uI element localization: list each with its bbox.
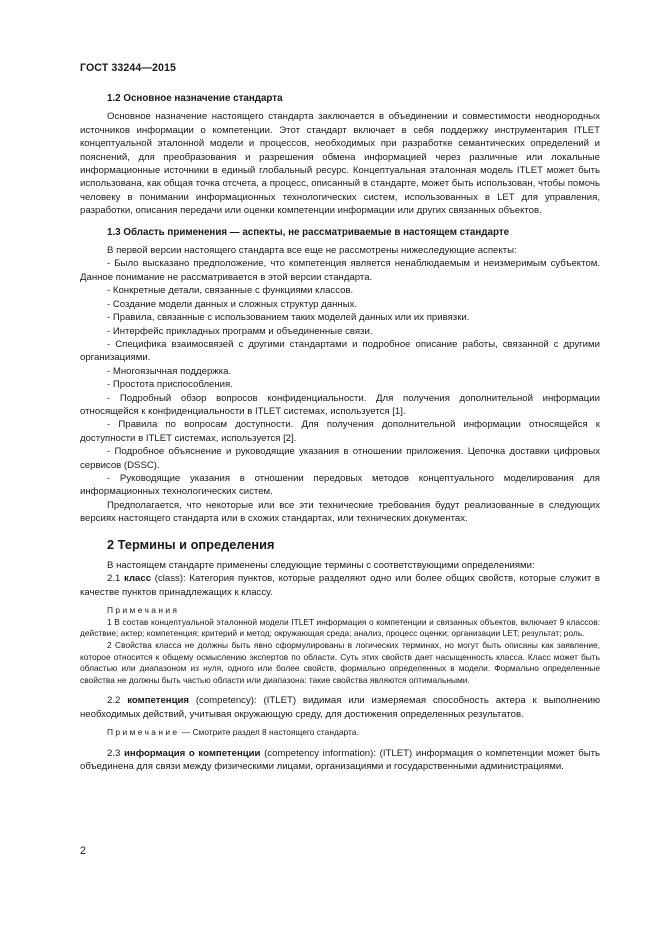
term-number: 2.3 — [107, 747, 121, 759]
note-label: Примечание — [107, 727, 180, 738]
term-english: (class): — [154, 573, 186, 585]
note-3 — [80, 727, 600, 739]
section-2-intro: В настоящем стандарте применены следующие термины с соответствующими определениями: — [107, 560, 535, 571]
term-2-3 — [80, 747, 600, 774]
list-item: - Интерфейс прикладных программ и объединенные связи. — [107, 325, 373, 337]
list-item: - Многоязычная поддержка. — [107, 365, 232, 377]
section-1-3-title: 1.3 Область применения — аспекты, не рассматриваемые в настоящем стандарте — [107, 226, 510, 238]
section-1-3-intro: В первой версии настоящего стандарта все еще не рассмотрены нижеследующие аспекты: — [107, 245, 517, 257]
document-body — [80, 92, 600, 774]
list-item: - Конкретные детали, связанные с функциями классов. — [107, 285, 354, 297]
term-english: (competency information): — [264, 747, 377, 759]
term-number: 2.2 — [107, 695, 121, 707]
list-item: - Правила по вопросам доступности. Для получения дополнительной информации относящейся к доступности в ITLET системах, используется [2]. — [80, 419, 600, 444]
note-2: 2 Свойства класса не должны быть явно сформулированы в логических терминах, но могут быть описаны как заявление, которое относится к общему осмыслению экспертов по области. Суть этих свойств дает насыщенность класса. Класс может быть областью или диапазоном из нуля, одного или более свойств, формально определенных в модели. Формально определенные свойства не должны быть частью области или диапазона: такие свойства являются оптимальными. — [80, 640, 600, 685]
section-1-2-paragraph: Основное назначение настоящего стандарта заключается в объединении и совместимости неоднородных источников информации о компетенции. Этот стандарт включает в себя поддержку инструментария ITLET концептуальной эталонной модели и процессов, необходимых при разработке семантических определений и пояснений, для преобразования и разрешения обмена информацией через различные или локальные информационные источники в единый глобальный ресурс. Концептуальная эталонная модель ITLET может быть использована, как общая точка отсчета, а процесс, описанный в стандарте, может быть использован, чтобы помочь человеку в понимании информационных технологических систем, использованных в LET для управления, разработки, описания передачи или оценки компетенции информации или других связанных объектов. — [80, 111, 600, 217]
section-2-title: 2 Термины и определения — [107, 536, 275, 552]
list-item: - Создание модели данных и сложных структур данных. — [107, 298, 358, 310]
page-number: 2 — [80, 845, 86, 857]
term-english: (competency): — [195, 695, 257, 707]
list-item: - Специфика взаимосвязей с другими стандартами и подробное описание работы, связанной с другими организациями. — [80, 338, 600, 364]
list-item: - Правила, связанные с использованием таких моделей данных или их привязки. — [107, 312, 470, 324]
term-definition: (ITLET) видимая или измеряемая способность актера к выполнению необходимых действий, учитывая окружающую среду, для достижения определенных результатов. — [80, 695, 601, 720]
term-definition: (ITLET) информация о компетенции может быть объединена для связи между физическими лицами, организациями и государственными администрациями. — [80, 747, 600, 773]
term-name: класс — [124, 573, 152, 585]
term-name: информация о компетенции — [124, 747, 261, 759]
term-definition: Категория пунктов, которые разделяют одно или более общих свойств, которые служит в качестве пунктов принадлежащих к классу. — [80, 573, 601, 598]
list-item: - Было высказано предположение, что компетенция является ненаблюдаемым и неизмеримым субъектом. Данное понимание не рассматривается в этой версии стандарта. — [80, 258, 600, 283]
section-1-3-outro: Предполагается, что некоторые или все эти технические требования будут реализованные в следующих версиях настоящего стандарта или в схожих стандартах, или технических документах. — [80, 499, 600, 525]
standard-header: ГОСТ 33244—2015 — [80, 62, 177, 74]
list-item: - Подробный обзор вопросов конфиденциальности. Для получения дополнительной информации относящейся к конфиденциальности в ITLET системах, используется [1]. — [80, 392, 600, 417]
list-item: - Руководящие указания в отношении передовых методов концептуального моделирования для информационных технологических систем. — [80, 472, 600, 498]
list-item: - Подробное объяснение и руководящие указания в отношении приложения. Цепочка доставки цифровых сервисов (DSSC). — [80, 446, 600, 471]
section-1-2-title: 1.2 Основное назначение стандарта — [107, 93, 283, 104]
note-1: 1 В состав концептуальной эталонной модели ITLET информация о компетенции и связанных объектов, включает 9 классов: действие; актер; компетенция; критерий и метод; окружающая среда; анализ, процесс оценки; организации LET; результат; роль. — [80, 616, 600, 639]
term-number: 2.1 — [107, 573, 121, 585]
notes-label: Примечания — [107, 605, 180, 616]
term-2-1 — [80, 572, 600, 599]
term-2-2 — [80, 694, 600, 721]
note-text: — Смотрите раздел 8 настоящего стандарта. — [179, 727, 359, 738]
term-name: компетенция — [127, 695, 189, 707]
list-item: - Простота приспособления. — [107, 379, 233, 391]
